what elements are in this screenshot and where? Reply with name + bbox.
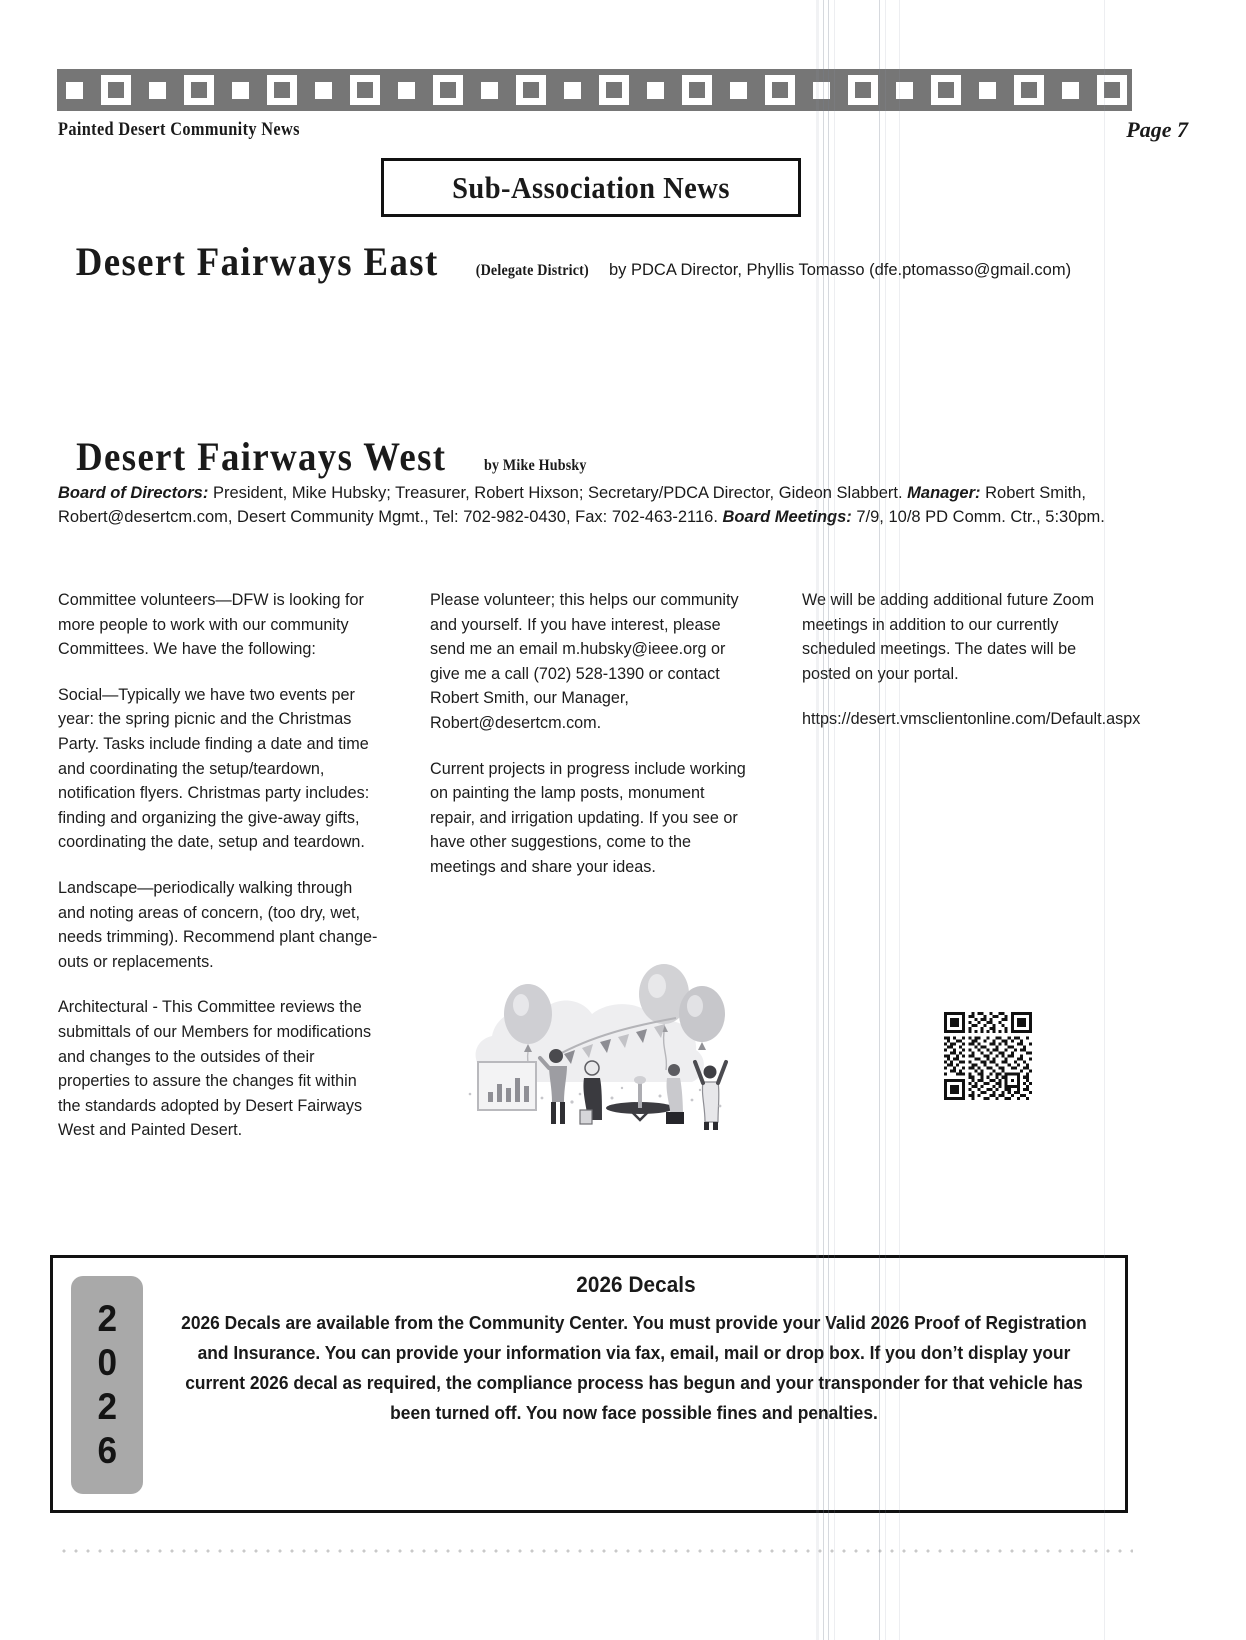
band-square-ring <box>267 75 297 105</box>
band-square-solid <box>149 82 166 99</box>
page-title: Sub-Association News <box>452 169 730 205</box>
band-square-solid <box>813 82 830 99</box>
paragraph: Please volunteer; this helps our community and yourself. If you have interest, please send me an email m.hubsky@ieee.org or give me a call (702) 528-1390 or contact Robert Smith, our Manager, Robert@desertcm.com. <box>430 591 739 732</box>
band-square-solid <box>232 82 249 99</box>
band-square-ring <box>184 75 214 105</box>
column-one <box>58 588 380 1164</box>
section-byline: by Mike Hubsky <box>483 457 587 474</box>
paragraph: Architectural - This Committee reviews the submittals of our Members for modifications and changes to the outsides of their properties to assure the changes fit within the standards adopted by Desert Fairways West and Painted Desert. <box>58 998 372 1140</box>
decals-announcement-box <box>50 1255 1128 1513</box>
band-square-solid <box>1062 82 1079 99</box>
badge-digit: 0 <box>97 1342 117 1383</box>
band-square-ring <box>1097 75 1127 105</box>
band-square-solid <box>398 82 415 99</box>
board-meetings-label: Board Meetings: <box>722 507 852 526</box>
band-square-ring <box>931 75 961 105</box>
section-qualifier: (Delegate District) <box>476 262 590 279</box>
band-square-solid <box>564 82 581 99</box>
qr-code[interactable] <box>944 1012 1032 1100</box>
band-square-ring <box>433 75 463 105</box>
footer-dotted-rule <box>58 1548 1133 1554</box>
section-title: Desert Fairways West <box>76 434 447 479</box>
band-square-ring <box>765 75 795 105</box>
section-title: Desert Fairways East <box>75 239 439 284</box>
paragraph: Committee volunteers—DFW is looking for more people to work with our community Committees. We have the following: <box>58 591 364 659</box>
band-square-ring <box>682 75 712 105</box>
band-square-solid <box>481 82 498 99</box>
band-square-solid <box>979 82 996 99</box>
band-square-ring <box>1014 75 1044 105</box>
band-square-solid <box>896 82 913 99</box>
directors-text: President, Mike Hubsky; Treasurer, Robert Hixson; Secretary/PDCA Director, Gideon Slabbert. <box>208 484 908 502</box>
band-square-solid <box>647 82 664 99</box>
board-meetings-text: 7/9, 10/8 PD Comm. Ctr., 5:30pm. <box>851 507 1105 526</box>
directors-label: Board of Directors: <box>58 484 209 502</box>
manager-text: Robert Smith, Robert@desertcm.com, Desert Community Mgmt., Tel: 702-982-0430, Fax: 702-463-2116. <box>58 484 1086 526</box>
decals-title: 2026 Decals <box>576 1272 696 1297</box>
band-square-ring <box>101 75 131 105</box>
badge-digit: 2 <box>97 1298 117 1339</box>
band-square-ring <box>350 75 380 105</box>
publication-name: Painted Desert Community News <box>58 119 300 140</box>
board-of-directors-info <box>58 482 1118 529</box>
paragraph: Social—Typically we have two events per year: the spring picnic and the Christmas Party. Tasks include finding a date and time and coordinating the setup/teardown, notification flyers. Christmas party includes: finding and organizing the give-away gifts, coordinating the date, setup and teardown. <box>58 685 370 852</box>
decal-year-badge <box>71 1276 143 1494</box>
band-square-ring <box>599 75 629 105</box>
page-number: Page 7 <box>1126 117 1188 142</box>
manager-label: Manager: <box>907 484 981 502</box>
decals-body-text: 2026 Decals are available from the Community Center. You must provide your Valid 2026 Proof of Registration and Insurance. You can provide your information via fax, email, mail or drop box. If you don’t display your current 2026 decal as required, the compliance process has begun and your transponder for that vehicle has been turned off. You now face possible fines and penalties. <box>181 1312 1087 1423</box>
section-byline: by PDCA Director, Phyllis Tomasso (dfe.ptomasso@gmail.com) <box>608 261 1072 279</box>
header-decorative-band <box>57 69 1132 111</box>
badge-digit: 2 <box>97 1386 117 1427</box>
paragraph: Current projects in progress include working on painting the lamp posts, monument repair, and irrigation updating. If you see or have other suggestions, come to the meetings and share your ideas. <box>430 759 746 876</box>
band-square-ring <box>848 75 878 105</box>
badge-digit: 6 <box>97 1430 117 1471</box>
party-celebration-illustration <box>452 952 732 1132</box>
section-heading-desert-fairways-east <box>60 238 1071 285</box>
sub-association-news-title-box <box>381 158 801 217</box>
band-square-solid <box>66 82 83 99</box>
band-square-solid <box>315 82 332 99</box>
band-square-solid <box>730 82 747 99</box>
portal-url[interactable]: https://desert.vmsclientonline.com/Default.aspx <box>802 710 1141 729</box>
paragraph: We will be adding additional future Zoom meetings in addition to our currently scheduled meetings. The dates will be posted on your portal. <box>802 591 1095 683</box>
band-square-ring <box>516 75 546 105</box>
paragraph: Landscape—periodically walking through and noting areas of concern, (too dry, wet, needs trimming). Recommend plant change-outs or replacements. <box>58 878 378 971</box>
section-heading-desert-fairways-west <box>60 433 593 480</box>
